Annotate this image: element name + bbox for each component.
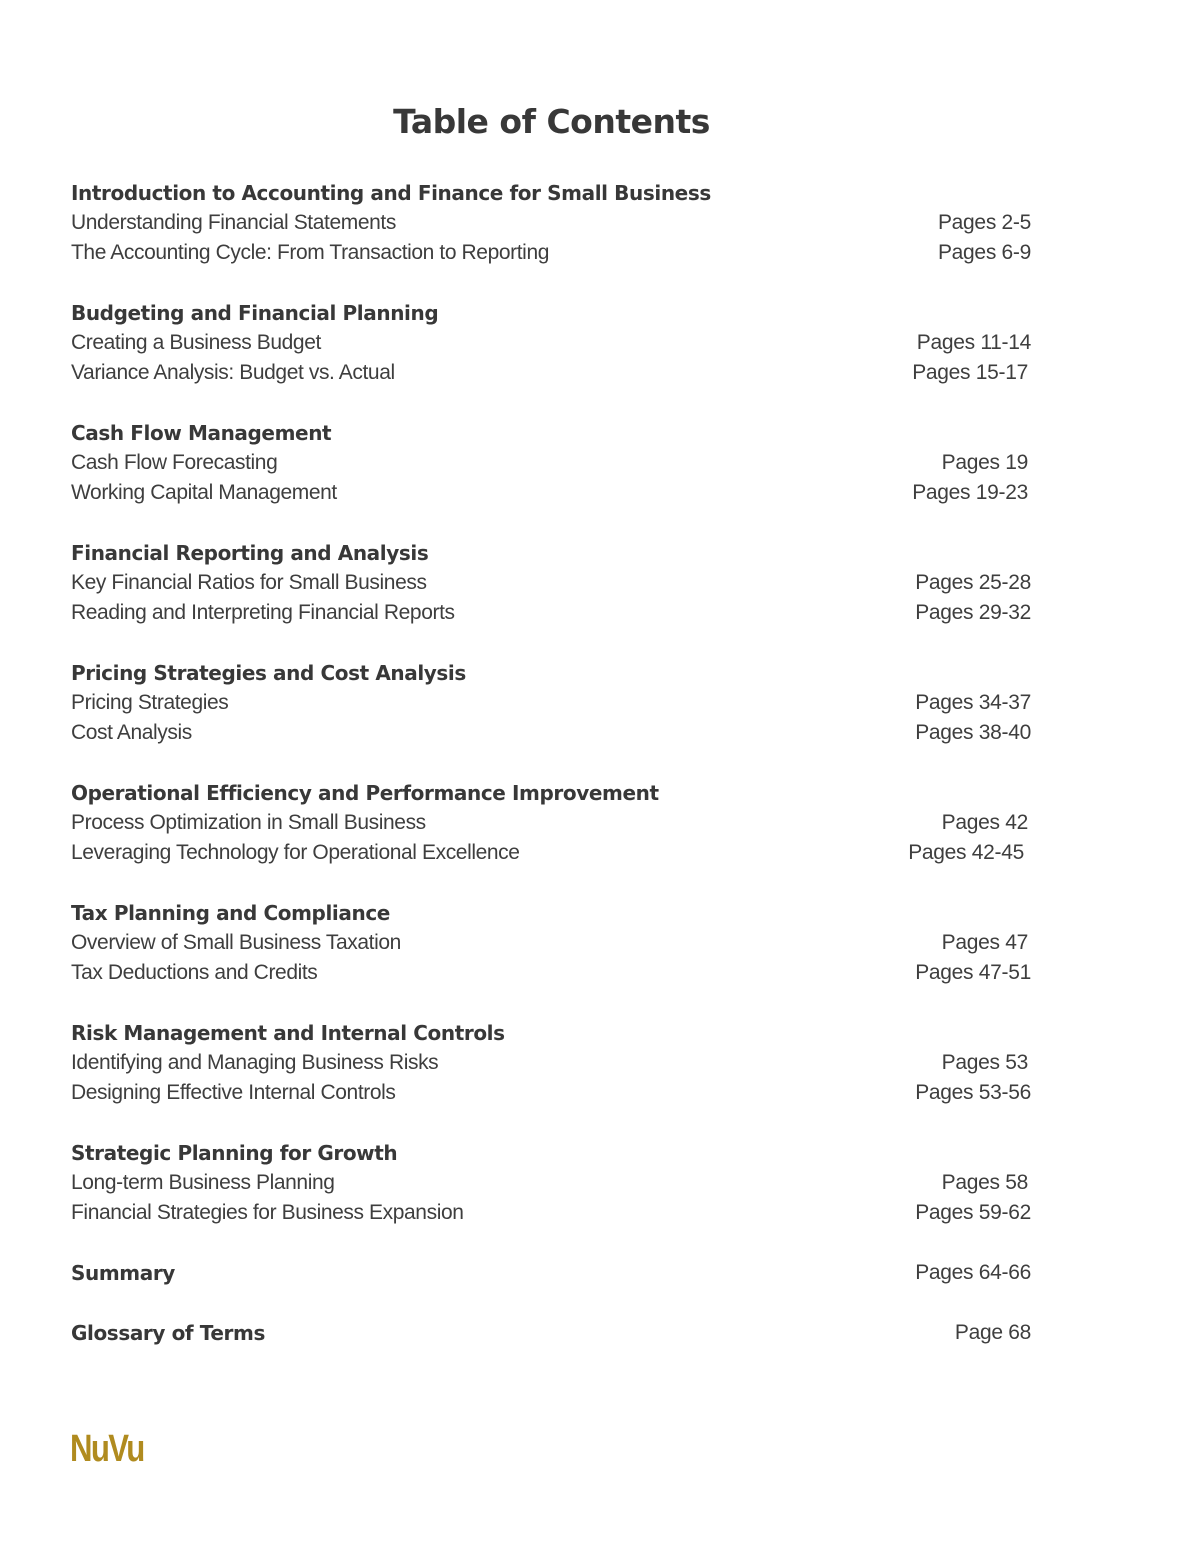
page-reference: Pages 19 (941, 451, 1028, 474)
entry-title: Overview of Small Business Taxation (71, 931, 401, 954)
page-reference: Pages 42-45 (908, 841, 1024, 864)
section-title: Strategic Planning for Growth (71, 1141, 398, 1165)
entry-title: Process Optimization in Small Business (71, 811, 426, 834)
toc-entry[interactable] (71, 328, 1071, 358)
entry-title: Tax Deductions and Credits (71, 961, 318, 984)
toc-section-heading[interactable] (71, 658, 1071, 688)
section-title: Pricing Strategies and Cost Analysis (71, 661, 466, 685)
page-reference: Pages 6-9 (937, 241, 1031, 264)
entry-title: Pricing Strategies (71, 691, 229, 714)
entry-title: Understanding Financial Statements (71, 211, 396, 234)
page-reference: Pages 53 (941, 1051, 1028, 1074)
page-reference: Pages 38-40 (915, 721, 1031, 744)
section-title: Tax Planning and Compliance (71, 901, 390, 925)
page-reference: Pages 58 (941, 1171, 1028, 1194)
toc-entry[interactable] (71, 448, 1071, 478)
toc-section-heading[interactable] (71, 538, 1071, 568)
toc-section-heading[interactable] (71, 178, 1071, 208)
toc-entry[interactable] (71, 928, 1071, 958)
section-title: Introduction to Accounting and Finance for Small Business (71, 181, 711, 205)
page-title: Table of Contents (393, 102, 710, 141)
section-title: Operational Efficiency and Performance Improvement (71, 781, 659, 805)
toc-entry[interactable] (71, 598, 1071, 628)
section-title: Summary (71, 1261, 175, 1285)
page-reference: Pages 47 (941, 931, 1028, 954)
page-reference: Pages 2-5 (937, 211, 1031, 234)
toc-entry[interactable] (71, 838, 1071, 868)
toc-entry[interactable] (71, 1198, 1071, 1228)
section-title: Risk Management and Internal Controls (71, 1021, 505, 1045)
toc-section-heading[interactable] (71, 418, 1071, 448)
entry-title: Key Financial Ratios for Small Business (71, 571, 427, 594)
toc-entry[interactable] (71, 1168, 1071, 1198)
toc-entry[interactable] (71, 808, 1071, 838)
entry-title: Working Capital Management (71, 481, 337, 504)
toc-section-heading[interactable] (71, 1138, 1071, 1168)
entry-title: Leveraging Technology for Operational Excellence (71, 841, 520, 864)
entry-title: Reading and Interpreting Financial Reports (71, 601, 455, 624)
entry-title: Long-term Business Planning (71, 1171, 335, 1194)
section-title: Cash Flow Management (71, 421, 332, 445)
toc-entry[interactable] (71, 478, 1071, 508)
page-reference: Pages 59-62 (915, 1201, 1031, 1224)
toc-section-heading[interactable] (71, 1318, 1071, 1348)
toc-section-heading[interactable] (71, 1258, 1071, 1288)
toc-entry[interactable] (71, 238, 1071, 268)
entry-title: Variance Analysis: Budget vs. Actual (71, 361, 395, 384)
toc-entry[interactable] (71, 688, 1071, 718)
entry-title: Cash Flow Forecasting (71, 451, 278, 474)
entry-title: Financial Strategies for Business Expansion (71, 1201, 464, 1224)
page-reference: Page 68 (954, 1321, 1031, 1344)
page-reference: Pages 34-37 (915, 691, 1031, 714)
toc-entry[interactable] (71, 958, 1071, 988)
page-reference: Pages 29-32 (915, 601, 1031, 624)
entry-title: Identifying and Managing Business Risks (71, 1051, 439, 1074)
toc-section-heading[interactable] (71, 778, 1071, 808)
page-reference: Pages 25-28 (915, 571, 1031, 594)
toc-entry[interactable] (71, 568, 1071, 598)
toc-entry[interactable] (71, 718, 1071, 748)
toc-entry[interactable] (71, 358, 1071, 388)
toc-entry[interactable] (71, 1048, 1071, 1078)
section-title: Financial Reporting and Analysis (71, 541, 429, 565)
page-reference: Pages 15-17 (912, 361, 1028, 384)
page-reference: Pages 11-14 (916, 331, 1031, 354)
toc-section-heading[interactable] (71, 898, 1071, 928)
entry-title: Cost Analysis (71, 721, 192, 744)
page-reference: Pages 64-66 (915, 1261, 1031, 1284)
section-title: Budgeting and Financial Planning (71, 301, 439, 325)
toc-entry[interactable] (71, 1078, 1071, 1108)
toc-entry[interactable] (71, 208, 1071, 238)
entry-title: Designing Effective Internal Controls (71, 1081, 396, 1104)
page-reference: Pages 19-23 (912, 481, 1028, 504)
entry-title: Creating a Business Budget (71, 331, 321, 354)
toc-section-heading[interactable] (71, 1018, 1071, 1048)
page-reference: Pages 47-51 (915, 961, 1031, 984)
page-reference: Pages 53-56 (915, 1081, 1031, 1104)
toc-section-heading[interactable] (71, 298, 1071, 328)
page-reference: Pages 42 (941, 811, 1028, 834)
nuvu-logo: NuVu (70, 1428, 144, 1470)
section-title: Glossary of Terms (71, 1321, 265, 1345)
entry-title: The Accounting Cycle: From Transaction to Reporting (71, 241, 550, 264)
